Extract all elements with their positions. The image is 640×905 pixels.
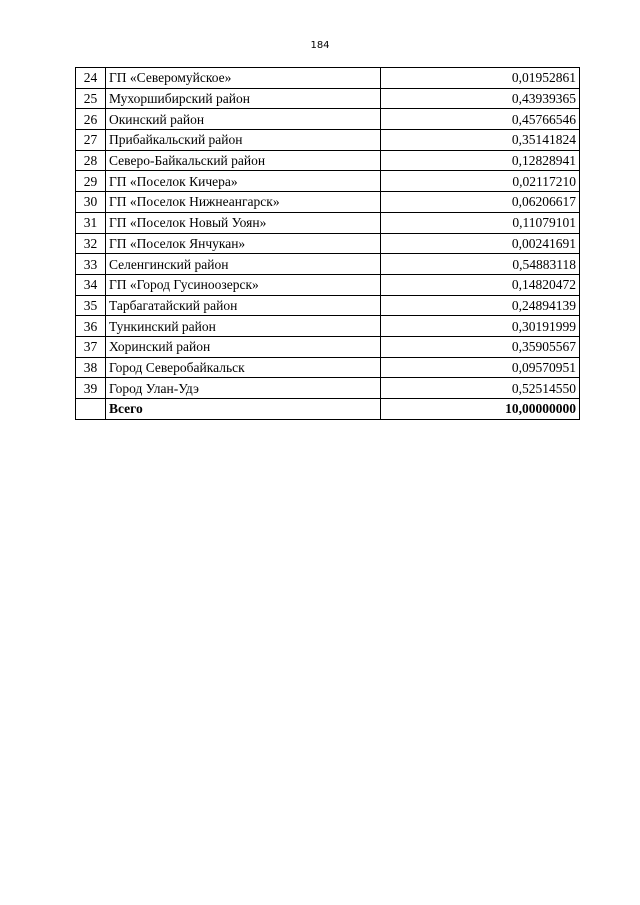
row-value: 0,02117210: [381, 171, 580, 192]
row-name: Мухоршибирский район: [106, 88, 381, 109]
table-row: [76, 274, 580, 295]
table-row: [76, 254, 580, 275]
row-number: 32: [76, 233, 106, 254]
row-number: 29: [76, 171, 106, 192]
row-number: 27: [76, 130, 106, 151]
row-number: 25: [76, 88, 106, 109]
table-row: [76, 130, 580, 151]
table-row: [76, 68, 580, 89]
row-name: ГП «Город Гусиноозерск»: [106, 274, 381, 295]
row-value: 0,35141824: [381, 130, 580, 151]
row-name: Город Улан-Удэ: [106, 378, 381, 399]
row-value: 0,12828941: [381, 150, 580, 171]
row-number: 38: [76, 357, 106, 378]
row-name: Прибайкальский район: [106, 130, 381, 151]
row-number: 35: [76, 295, 106, 316]
table-row: [76, 336, 580, 357]
row-value: 0,30191999: [381, 316, 580, 337]
table-row: [76, 88, 580, 109]
row-number: 39: [76, 378, 106, 399]
total-value: 10,00000000: [381, 399, 580, 420]
table-row: [76, 295, 580, 316]
row-name: ГП «Поселок Кичера»: [106, 171, 381, 192]
row-name: Город Северобайкальск: [106, 357, 381, 378]
table-row: [76, 316, 580, 337]
row-name: ГП «Северомуйское»: [106, 68, 381, 89]
page-number: 184: [310, 40, 330, 51]
row-value: 0,09570951: [381, 357, 580, 378]
row-name: Тарбагатайский район: [106, 295, 381, 316]
row-number: 36: [76, 316, 106, 337]
row-name: Хоринский район: [106, 336, 381, 357]
row-number: 24: [76, 68, 106, 89]
row-number: 30: [76, 192, 106, 213]
table-row: [76, 212, 580, 233]
row-name: Селенгинский район: [106, 254, 381, 275]
total-number: [76, 399, 106, 420]
row-number: 37: [76, 336, 106, 357]
distribution-table: [75, 67, 580, 420]
row-value: 0,54883118: [381, 254, 580, 275]
row-value: 0,01952861: [381, 68, 580, 89]
table-row: [76, 109, 580, 130]
table-row: [76, 150, 580, 171]
row-name: Окинский район: [106, 109, 381, 130]
row-number: 33: [76, 254, 106, 275]
row-name: ГП «Поселок Янчукан»: [106, 233, 381, 254]
row-name: Тункинский район: [106, 316, 381, 337]
row-name: ГП «Поселок Новый Уоян»: [106, 212, 381, 233]
row-value: 0,11079101: [381, 212, 580, 233]
row-name: ГП «Поселок Нижнеангарск»: [106, 192, 381, 213]
row-value: 0,45766546: [381, 109, 580, 130]
row-value: 0,14820472: [381, 274, 580, 295]
table-row: [76, 171, 580, 192]
table-row: [76, 192, 580, 213]
row-value: 0,06206617: [381, 192, 580, 213]
table-row: [76, 378, 580, 399]
row-number: 31: [76, 212, 106, 233]
row-value: 0,00241691: [381, 233, 580, 254]
row-value: 0,52514550: [381, 378, 580, 399]
row-name: Северо-Байкальский район: [106, 150, 381, 171]
total-row: [76, 399, 580, 420]
row-value: 0,43939365: [381, 88, 580, 109]
row-number: 26: [76, 109, 106, 130]
row-number: 28: [76, 150, 106, 171]
table-row: [76, 357, 580, 378]
row-number: 34: [76, 274, 106, 295]
row-value: 0,24894139: [381, 295, 580, 316]
total-label: Всего: [106, 399, 381, 420]
row-value: 0,35905567: [381, 336, 580, 357]
table-row: [76, 233, 580, 254]
